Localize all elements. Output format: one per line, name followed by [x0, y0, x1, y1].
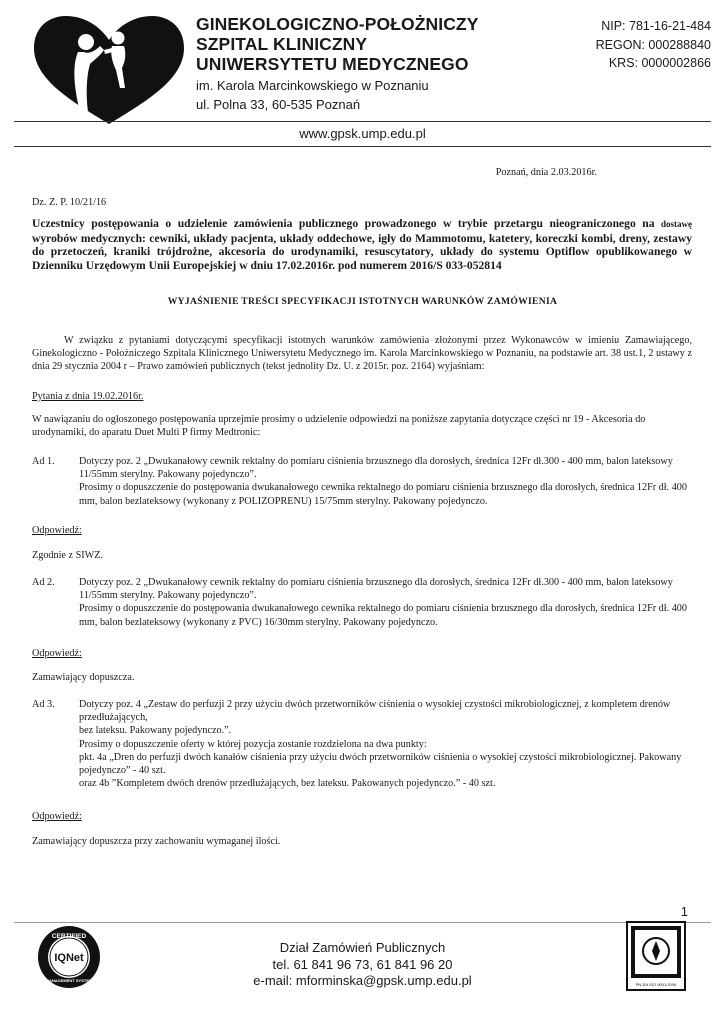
place-date: Poznań, dnia 2.03.2016r.	[495, 167, 597, 178]
item-line: Prosimy o dopuszczenie do postępowania dwukanałowego cewnika rektalnego do pomiaru ciśnienia brzusznego dla dorosłych, średnica 12Fr dł. 400 mm, balon bezlateksowy (wykonany z PVC) 16/30mm sterylny. Pakowany pojedynczo.	[79, 603, 687, 628]
item-label: Ad 2.	[32, 577, 55, 588]
intro-paragraph: W związku z pytaniami dotyczącymi specyfikacji istotnych warunków zamówienia złożonymi przez Wykonawców w imieniu Zamawiającego, Ginekologiczno - Położniczego Szpitala Klinicznego Uniwersytetu Medycznego im. Karola Marcinkowskiego w Poznaniu, na podstawie art. 38 ust.1, 2 ustawy z dnia 29 stycznia 2004 r – Prawo zamówień publicznych (tekst jednolity Dz. U. z 2015r. poz. 2164) wyjaśniam:	[32, 335, 692, 373]
item-line: Prosimy o dopuszczenie do postępowania dwukanałowego cewnika rektalnego do pomiaru ciśnienia brzusznego dla dorosłych, średnica 12Fr dł. 400 mm, balon bezlateksowy (wykonany z POLIZOPRENU) 15/75mm sterylny. Pakowany pojedynczo.	[79, 482, 687, 507]
hospital-name-line: UNIWERSYTETU MEDYCZNEGO	[196, 54, 469, 74]
subject-small-word: dostawę	[661, 219, 692, 229]
item-content	[79, 698, 694, 790]
cert-brand-text: IQNet	[54, 952, 84, 964]
item-label: Ad 1.	[32, 456, 55, 467]
item-content	[79, 576, 694, 629]
item-line: Dotyczy poz. 4 „Zestaw do perfuzji 2 przy użyciu dwóch przetworników ciśnienia o wysokiej czystości mikrobiologicznej, z kompletem drenów przedłużających,	[79, 699, 671, 724]
answer-text: Zgodnie z SIWZ.	[32, 550, 104, 561]
item-line: oraz 4b ”Kompletem dwóch drenów przedłużających, bez lateksu. Pakowanych pojedynczo.” - 40 szt.	[79, 778, 496, 790]
hospital-logo	[28, 12, 190, 127]
page-number: 1	[680, 904, 688, 919]
item-content	[79, 455, 694, 508]
answer-text: Zamawiający dopuszcza przy zachowaniu wymaganej ilości.	[32, 836, 281, 847]
hospital-name-line: GINEKOLOGICZNO-POŁOŻNICZY	[196, 14, 479, 34]
cert-top-text: CERTIFIED	[51, 933, 87, 940]
subject-part: wyrobów medycznych: cewniki, układy pacjenta, układy oddechowe, igły do Mammotomu, katetery, koreczki kombi, dreny, zestawy do przetoczeń, kraniki trójdrożne, akcesoria do urodynamiki, resuscytatory, układy do systemu Optiflow	[32, 231, 692, 259]
iso-certification-badge	[626, 921, 686, 991]
header-divider-top	[14, 121, 711, 122]
item-line: bez lateksu. Pakowany pojedynczo.”.	[79, 725, 232, 737]
footer-email[interactable]: e-mail: mforminska@gpsk.ump.edu.pl	[253, 973, 472, 988]
item-line: pkt. 4a „Dren do perfuzji dwóch kanałów ciśnienia przy użyciu dwóch przetworników ciśnienia o wysokiej czystości mikrobiologicznej. Pakowany pojedynczo” - 40 szt.	[79, 751, 682, 777]
hospital-name	[196, 14, 479, 74]
item-line: Prosimy o dopuszczenie oferty w której pozycja zostanie rozdzielona na dwa punkty:	[79, 738, 427, 750]
letter-subject	[32, 217, 692, 272]
request-paragraph: W nawiązaniu do ogłoszonego postępowania uprzejmie prosimy o udzielenie odpowiedzi na poniższe zapytania dotyczące części nr 19 - Akcesoria do urodynamiki, do aparatu Duet Multi P firmy Medtronic:	[32, 414, 646, 439]
reference-number: Dz. Z. P. 10/21/16	[32, 197, 107, 208]
website-link[interactable]: www.gpsk.ump.edu.pl	[299, 126, 426, 141]
krs-number: KRS: 0000002866	[608, 56, 711, 70]
hospital-street: ul. Polna 33, 60-535 Poznań	[196, 97, 361, 112]
hospital-patron: im. Karola Marcinkowskiego w Poznaniu	[196, 78, 429, 93]
iso-badge-text: PN-EN ISO 9001:2009	[635, 982, 677, 987]
answer-label: Odpowiedź:	[32, 811, 82, 822]
item-line: Dotyczy poz. 2 „Dwukanałowy cewnik rektalny do pomiaru ciśnienia brzusznego dla dorosłych, średnica 12Fr dł.300 - 400 mm, balon lateksowy 11/55mm sterylny. Pakowany pojedynczo”.	[79, 577, 673, 602]
item-line: Dotyczy poz. 2 „Dwukanałowy cewnik rektalny do pomiaru ciśnienia brzusznego dla dorosłych, średnica 12Fr dł.300 - 400 mm, balon lateksowy 11/55mm sterylny. Pakowany pojedynczo”.	[79, 456, 673, 481]
subject-part: opublikowanego w Dzienniku Urzędowym Unii Europejskiej w dniu 17.02.2016r. pod numerem 2016/S 033-052814	[32, 245, 693, 272]
nip-number: NIP: 781-16-21-484	[601, 19, 711, 33]
answer-text: Zamawiający dopuszcza.	[32, 672, 135, 683]
item-label: Ad 3.	[32, 699, 55, 710]
document-heading: WYJAŚNIENIE TREŚCI SPECYFIKACJI ISTOTNYCH WARUNKÓW ZAMÓWIENIA	[167, 296, 558, 307]
registry-ids	[596, 17, 711, 73]
footer-phone: tel. 61 841 96 73, 61 841 96 20	[272, 956, 453, 972]
cert-bottom-text: MANAGEMENT SYSTEM	[45, 978, 93, 983]
questions-date: Pytania z dnia 19.02.2016r.	[32, 391, 144, 402]
answer-label: Odpowiedź:	[32, 525, 82, 536]
header-divider-bottom	[14, 146, 711, 147]
footer-department: Dział Zamówień Publicznych	[279, 940, 446, 955]
regon-number: REGON: 000288840	[595, 37, 711, 52]
subject-part: Uczestnicy postępowania o udzielenie zamówienia publicznego prowadzonego w trybie przetargu nieograniczonego na	[32, 217, 655, 230]
footer-divider	[14, 922, 711, 923]
hospital-name-line: SZPITAL KLINICZNY	[196, 34, 368, 54]
answer-label: Odpowiedź:	[32, 648, 82, 659]
footer-contact	[0, 940, 725, 990]
hospital-address	[196, 76, 429, 114]
